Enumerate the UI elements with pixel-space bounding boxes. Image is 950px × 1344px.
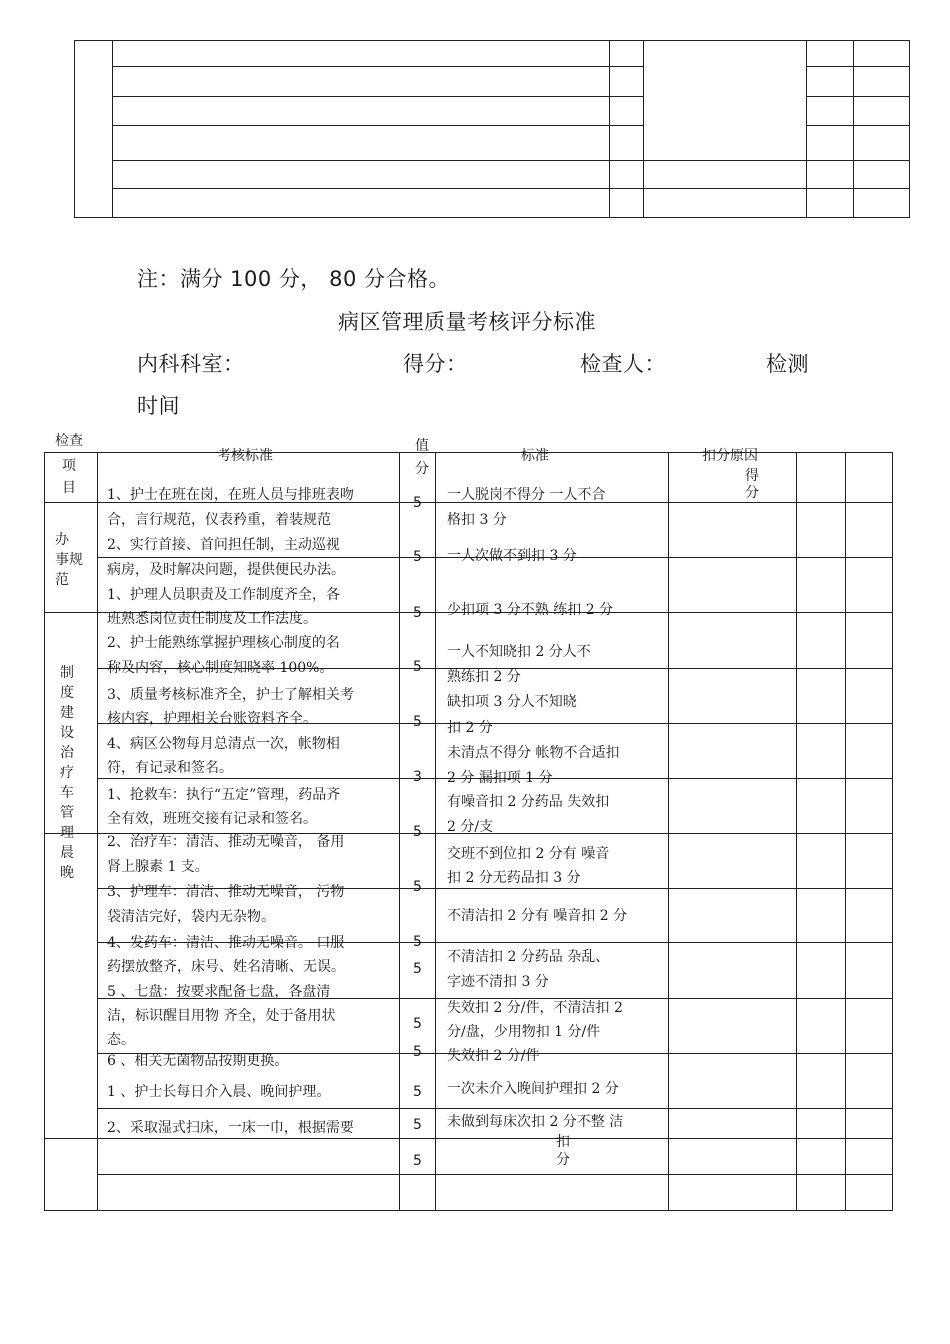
row-standard: 2、治疗车：清洁、推动无噪音， 备用 [107,834,345,850]
row-criteria: 少扣项 3 分不熟 练扣 2 分 [447,602,614,618]
category-office: 办 事规 范 [55,532,83,588]
row-value: 5 [413,659,422,675]
row-criteria: 不清洁扣 2 分药品 杂乱、 [447,949,610,965]
row-criteria: 未清点不得分 帐物不合适扣 [447,745,620,761]
row-criteria: 分 [556,1152,570,1168]
row-standard: 合，言行规范，仪表矜重，着装规范 [107,512,331,528]
table-border [74,40,75,218]
row-value: 5 [413,1153,422,1169]
row-criteria: 2 分/支 [447,819,494,835]
row-standard: 洁，标识醒目用物 齐全，处于备用状 [107,1008,336,1024]
row-standard: 全有效，班班交接有记录和签名。 [107,811,317,827]
table-border [435,452,436,1211]
row-criteria: 扣 2 分无药品扣 3 分 [447,870,581,886]
row-value: 5 [413,879,422,895]
header-value-b: 分 [415,461,429,477]
inspector-label: 检查人： [580,352,666,376]
row-standard: 3、质量考核标准齐全，护士了解相关考 [107,687,354,703]
row-criteria: 扣 2 分 [447,720,493,736]
row-criteria: 一人次做不到扣 3 分 [447,548,577,564]
row-criteria: 分/盘，少用物扣 1 分/件 [447,1024,601,1040]
row-standard: 2、护士能熟练掌握护理核心制度的名 [107,635,340,651]
row-border [97,1174,893,1175]
row-standard: 称及内容，核心制度知晓率 100%。 [107,660,334,676]
table-border [112,125,643,126]
header-value-a: 值 [415,438,429,454]
table-border [399,452,400,1211]
category-system: 制 度 建 设 治 疗 车 管 理 晨 晚 [60,665,74,881]
row-value: 5 [413,605,422,621]
header-deduct: 扣分原因 [702,448,758,464]
score-label: 得分： [403,352,468,376]
table-border [112,188,910,189]
time-label-a: 检测 [766,352,809,376]
row-value: 3 [413,769,422,785]
row-standard: 6 、相关无菌物品按期更换。 [107,1053,289,1069]
row-criteria: 失效扣 2 分/件 [447,1048,540,1064]
row-standard: 袋清洁完好，袋内无杂物。 [107,909,275,925]
row-criteria: 交班不到位扣 2 分有 噪音 [447,846,610,862]
header-score-a: 得 [745,468,759,484]
row-criteria: 2 分 漏扣项 1 分 [447,770,553,786]
row-standard: 班熟悉岗位责任制度及工作法度。 [107,611,317,627]
row-standard: 1、抢救车：执行“五定”管理，药品齐 [107,787,341,803]
row-value: 5 [413,1016,422,1032]
table-border [112,160,910,161]
row-value: 5 [413,934,422,950]
header-item-c: 目 [62,480,76,496]
header-item-a: 检查 [55,433,83,449]
table-border [112,66,643,67]
row-criteria: 格扣 3 分 [447,512,507,528]
row-value: 5 [413,495,422,511]
dept-label: 内科科室： [137,352,245,376]
row-standard: 态。 [107,1032,135,1048]
row-value: 5 [413,961,422,977]
header-item-b: 项 [62,458,76,474]
row-criteria: 失效扣 2 分/件，不清洁扣 2 [447,1000,623,1016]
header-standard: 考核标准 [217,448,273,464]
row-value: 5 [413,1084,422,1100]
row-criteria: 有噪音扣 2 分药品 失效扣 [447,794,610,810]
table-border [796,452,797,1211]
row-value: 5 [413,549,422,565]
row-standard: 2、采取湿式扫床，一床一巾，根据需要 [107,1120,354,1136]
row-standard: 5 、七盘：按要求配备七盘，各盘清 [107,984,331,1000]
table-border [44,452,893,453]
row-criteria: 一次未介入晚间护理扣 2 分 [447,1081,619,1097]
table-border [806,125,910,126]
table-border [97,452,98,1211]
row-criteria: 字迹不清扣 3 分 [447,974,549,990]
row-standard: 4、病区公物每月总清点一次，帐物相 [107,736,340,752]
table-border [74,40,910,41]
row-standard: 4、发药车：清洁、推动无噪音。 口服 [107,935,345,951]
time-label-b: 时间 [137,394,180,418]
table-border [74,217,910,218]
table-border [44,1210,893,1211]
row-criteria: 缺扣项 3 分人不知晓 [447,694,577,710]
row-standard: 1、护理人员职责及工作制度齐全，各 [107,587,340,603]
table-border [806,66,910,67]
header-criteria: 标准 [521,448,549,464]
row-criteria: 扣 [556,1134,570,1150]
row-criteria: 一人脱岗不得分 一人不合 [447,487,606,503]
header-score-b: 分 [745,485,759,501]
row-criteria: 未做到每床次扣 2 分不整 洁 [447,1114,624,1130]
row-criteria: 熟练扣 2 分 [447,669,521,685]
row-criteria: 一人不知晓扣 2 分人不 [447,644,591,660]
row-standard: 符，有记录和签名。 [107,760,233,776]
table-border [44,452,45,1211]
table-border [892,452,893,1211]
row-standard: 1、护士在班在岗，在班人员与排班表吻 [107,487,354,503]
table-border [845,452,846,1211]
page-title: 病区管理质量考核评分标准 [338,310,596,334]
row-standard: 3、护理车：清洁、推动无噪音， 污物 [107,884,345,900]
row-value: 5 [413,1044,422,1060]
row-border [97,1108,893,1109]
table-border [112,96,643,97]
row-standard: 药摆放整齐，床号、姓名清晰、无误。 [107,959,345,975]
row-standard: 病房，及时解决问题，提供便民办法。 [107,562,345,578]
row-standard: 肾上腺素 1 支。 [107,859,209,875]
table-border [806,96,910,97]
score-note: 注：满分 100 分， 80 分合格。 [137,267,451,291]
row-value: 5 [413,824,422,840]
row-standard: 1 、护士长每日介入晨、晚间护理。 [107,1084,331,1100]
row-standard: 核内容，护理相关台账资料齐全。 [107,711,317,727]
row-value: 5 [413,714,422,730]
row-standard: 2、实行首接、首问担任制，主动巡视 [107,537,340,553]
table-border [643,40,644,218]
row-criteria: 不清洁扣 2 分有 噪音扣 2 分 [447,908,628,924]
row-value: 5 [413,1117,422,1133]
table-border [668,452,669,1211]
